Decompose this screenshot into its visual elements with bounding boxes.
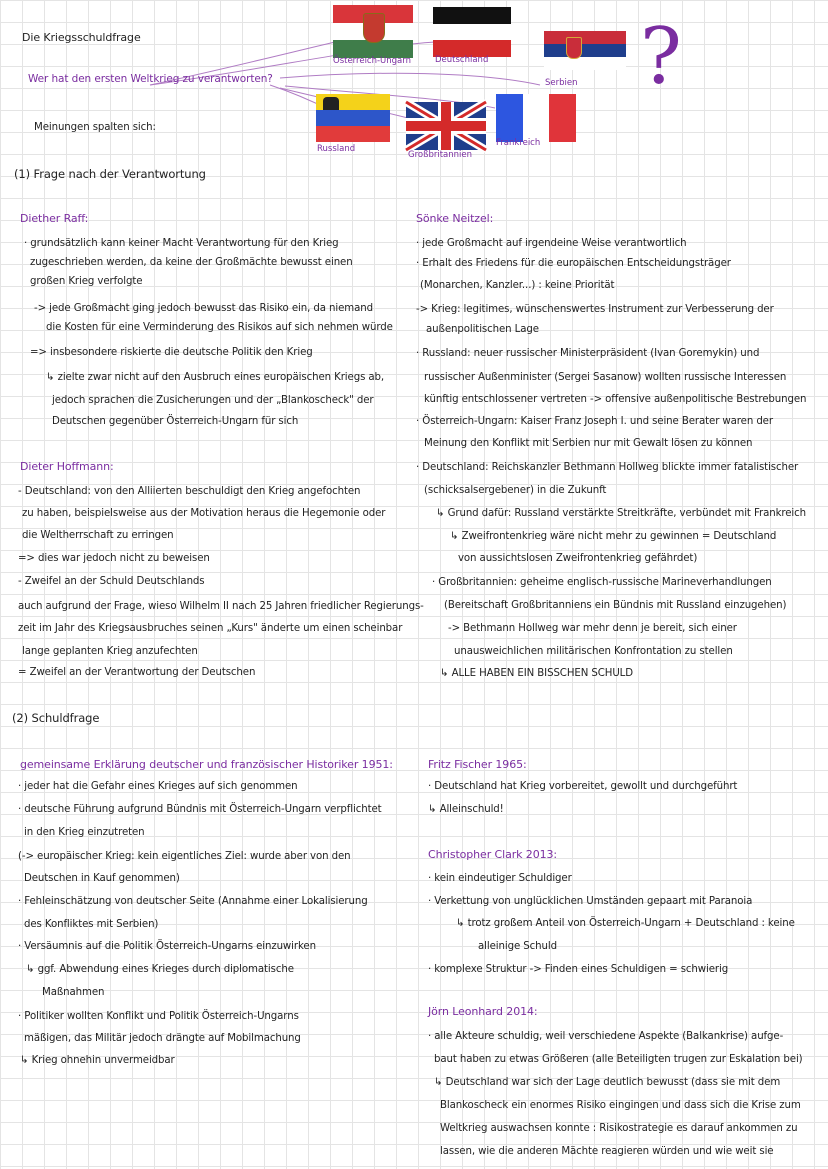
list-item: künftig entschlossener vertreten -> offensive außenpolitische Bestrebungen (424, 394, 807, 405)
list-item: (Monarchen, Kanzler...) : keine Priorität (420, 280, 615, 291)
list-item: · Versäumnis auf die Politik Österreich-Ungarns einzuwirken (18, 941, 316, 952)
list-item: Weltkrieg auswachsen konnte : Risikostrategie es darauf ankommen zu (440, 1123, 798, 1134)
list-item: jedoch sprachen die Zusicherungen und der „Blankoscheck" der (52, 395, 374, 406)
hoffmann-heading: Dieter Hoffmann: (20, 460, 114, 473)
neitzel-heading: Sönke Neitzel: (416, 212, 494, 225)
flag-label-france: Frankreich (496, 138, 541, 148)
list-item: großen Krieg verfolgte (30, 276, 143, 287)
list-item: Deutschen gegenüber Österreich-Ungarn für sich (52, 416, 299, 427)
russia-flag (316, 94, 390, 142)
leonhard-heading: Jörn Leonhard 2014: (428, 1005, 538, 1018)
list-item: => dies war jedoch nicht zu beweisen (18, 553, 210, 564)
list-item: Meinung den Konflikt mit Serbien nur mit Gewalt lösen zu können (424, 438, 753, 449)
list-item: => insbesondere riskierte die deutsche Politik den Krieg (30, 347, 313, 358)
list-item: · alle Akteure schuldig, weil verschiedene Aspekte (Balkankrise) aufge- (428, 1031, 784, 1042)
list-item: außenpolitischen Lage (426, 324, 539, 335)
list-item: alleinige Schuld (478, 941, 557, 952)
main-question: Wer hat den ersten Weltkrieg zu verantworten? (28, 73, 273, 85)
list-item: Blankoscheck ein enormes Risiko eingingen und dass sich die Krise zum (440, 1100, 801, 1111)
flag-label-serbia: Serbien (545, 78, 578, 88)
coat-of-arms-icon (363, 13, 385, 43)
flag-label-austria: Österreich-Ungarn (333, 56, 411, 66)
list-item: von aussichtslosen Zweifrontenkrieg gefährdet) (458, 553, 698, 564)
raff-heading: Diether Raff: (20, 212, 89, 225)
serbia-flag (544, 31, 626, 70)
flag-label-russia: Russland (317, 144, 356, 154)
list-item: · Großbritannien: geheime englisch-russische Marineverhandlungen (432, 577, 772, 588)
list-item: des Konfliktes mit Serbien) (24, 919, 159, 930)
list-item: ↳ Grund dafür: Russland verstärkte Streitkräfte, verbündet mit Frankreich (436, 508, 806, 519)
list-item: lassen, wie die anderen Mächte reagieren würden und wie weit sie (440, 1146, 774, 1157)
list-item: zugeschrieben werden, da keine der Großmächte bewusst einen (30, 257, 353, 268)
flag-label-britain: Großbritannien (408, 150, 472, 160)
question-mark-doodle: ? (640, 12, 682, 102)
historians-1951-heading: gemeinsame Erklärung deutscher und französischer Historiker 1951: (20, 758, 393, 771)
section-1-heading: (1) Frage nach der Verantwortung (14, 167, 206, 181)
list-item: · grundsätzlich kann keiner Macht Verantwortung für den Krieg (24, 238, 339, 249)
list-item: · Deutschland: Reichskanzler Bethmann Hollweg blickte immer fatalistischer (416, 462, 799, 473)
list-item: unausweichlichen militärischen Konfrontation zu stellen (454, 646, 733, 657)
list-item: · Russland: neuer russischer Ministerpräsident (Ivan Goremykin) und (416, 348, 760, 359)
list-item: -> jede Großmacht ging jedoch bewusst das Risiko ein, da niemand (34, 303, 373, 314)
list-item: · Politiker wollten Konflikt und Politik Österreich-Ungarns (18, 1011, 299, 1022)
list-item: · Verkettung von unglücklichen Umständen gepaart mit Paranoia (428, 896, 753, 907)
list-item: ↳ Zweifrontenkrieg wäre nicht mehr zu gewinnen = Deutschland (450, 531, 777, 542)
fischer-heading: Fritz Fischer 1965: (428, 758, 527, 771)
list-item: · Deutschland hat Krieg vorbereitet, gewollt und durchgeführt (428, 781, 738, 792)
list-item: auch aufgrund der Frage, wieso Wilhelm II nach 25 Jahren friedlicher Regierungs- (18, 601, 424, 612)
list-item: -> Bethmann Hollweg war mehr denn je bereit, sich einer (448, 623, 737, 634)
list-item: · komplexe Struktur -> Finden eines Schuldigen = schwierig (428, 964, 729, 975)
list-item: Maßnahmen (42, 987, 105, 998)
clark-heading: Christopher Clark 2013: (428, 848, 558, 861)
list-item: -> Krieg: legitimes, wünschenswertes Instrument zur Verbesserung der (416, 304, 774, 315)
serbia-crest-icon (566, 37, 582, 59)
list-item: · jede Großmacht auf irgendeine Weise verantwortlich (416, 238, 687, 249)
germany-flag (433, 7, 511, 57)
section-2-heading: (2) Schuldfrage (12, 711, 100, 725)
list-item: - Deutschland: von den Alliierten beschuldigt den Krieg angefochten (18, 486, 361, 497)
list-item: · Österreich-Ungarn: Kaiser Franz Joseph I. und seine Berater waren der (416, 416, 773, 427)
list-item: ↳ ggf. Abwendung eines Krieges durch diplomatische (26, 964, 294, 975)
list-item: lange geplanten Krieg anzufechten (22, 646, 198, 657)
flag-label-germany: Deutschland (435, 55, 489, 65)
list-item: · Erhalt des Friedens für die europäischen Entscheidungsträger (416, 258, 731, 269)
list-item: = Zweifel an der Verantwortung der Deutschen (18, 667, 256, 678)
list-item: zu haben, beispielsweise aus der Motivation heraus die Hegemonie oder (22, 508, 386, 519)
list-item: · kein eindeutiger Schuldiger (428, 873, 572, 884)
list-item: - Zweifel an der Schuld Deutschlands (18, 576, 205, 587)
list-item: · Fehleinschätzung von deutscher Seite (Annahme einer Lokalisierung (18, 896, 368, 907)
list-item: · deutsche Führung aufgrund Bündnis mit Österreich-Ungarn verpflichtet (18, 804, 382, 815)
list-item: Deutschen in Kauf genommen) (24, 873, 180, 884)
list-item: in den Krieg einzutreten (24, 827, 145, 838)
france-flag (496, 94, 576, 142)
opinions-label: Meinungen spalten sich: (34, 122, 156, 133)
list-item: ↳ Deutschland war sich der Lage deutlich bewusst (dass sie mit dem (434, 1077, 781, 1088)
list-item: russischer Außenminister (Sergei Sasanow) wollten russische Interessen (424, 372, 787, 383)
list-item: die Kosten für eine Verminderung des Risikos auf sich nehmen würde (46, 322, 393, 333)
list-item: (Bereitschaft Großbritanniens ein Bündnis mit Russland einzugehen) (444, 600, 787, 611)
list-item: (schicksalsergebener) in die Zukunft (424, 485, 607, 496)
list-item: ↳ zielte zwar nicht auf den Ausbruch eines europäischen Kriegs ab, (46, 372, 385, 383)
austria-hungary-flag (333, 5, 413, 58)
list-item: ↳ trotz großem Anteil von Österreich-Ungarn + Deutschland : keine (456, 918, 795, 929)
list-item: ↳ Krieg ohnehin unvermeidbar (20, 1055, 175, 1066)
list-item: baut haben zu etwas Größeren (alle Beteiligten trugen zur Eskalation bei) (434, 1054, 803, 1065)
list-item: · jeder hat die Gefahr eines Krieges auf sich genommen (18, 781, 298, 792)
list-item: (-> europäischer Krieg: kein eigentliches Ziel: wurde aber von den (18, 851, 351, 862)
list-item: die Weltherrschaft zu erringen (22, 530, 174, 541)
list-item: zeit im Jahr des Kriegsausbruches seinen „Kurs" änderte um einen scheinbar (18, 623, 403, 634)
list-item: ↳ Alleinschuld! (428, 804, 504, 815)
page-title: Die Kriegsschuldfrage (22, 31, 141, 44)
list-item: ↳ ALLE HABEN EIN BISSCHEN SCHULD (440, 668, 633, 679)
list-item: mäßigen, das Militär jedoch drängte auf Mobilmachung (24, 1033, 301, 1044)
